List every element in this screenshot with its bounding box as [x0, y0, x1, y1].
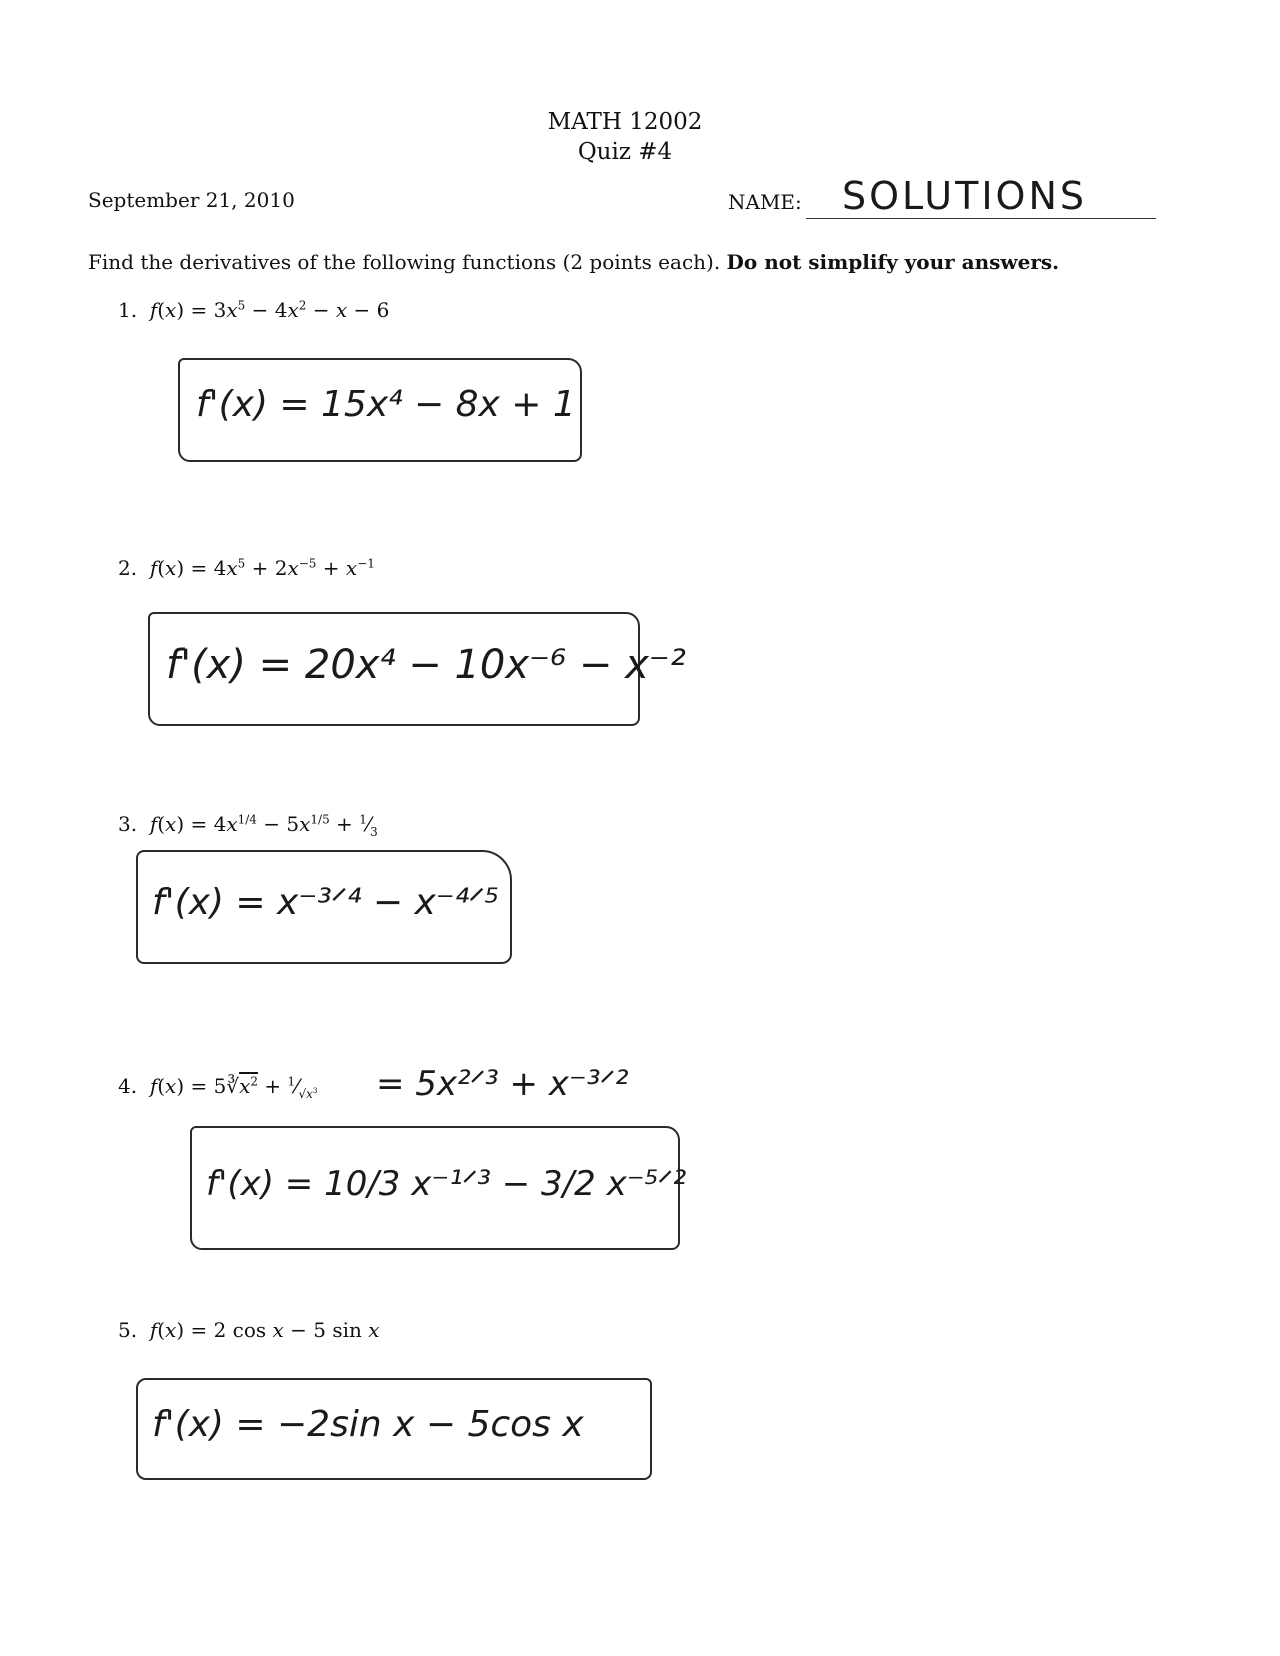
problem-5-prompt: 5. f(x) = 2 cos x − 5 sin x — [118, 1318, 380, 1342]
instructions — [88, 250, 1059, 274]
problem-4-rewrite: = 5x²ᐟ³ + x⁻³ᐟ² — [376, 1064, 629, 1104]
course-title: MATH 12002 — [547, 109, 703, 135]
instructions-text: Find the derivatives of the following functions (2 points each). — [88, 250, 721, 274]
answer-4: f'(x) = 10/3 x⁻¹ᐟ³ − 3/2 x⁻⁵ᐟ² — [206, 1164, 687, 1204]
problem-2-number: 2. — [118, 556, 138, 580]
answer-5: f'(x) = −2sin x − 5cos x — [152, 1404, 584, 1445]
answer-1: f'(x) = 15x⁴ − 8x + 1 — [196, 384, 576, 425]
problem-2-prompt: 2. $f(x) = 4x^5 + 2x^{-5} + x^{-1}$ — [118, 556, 375, 580]
problem-1-number: 1. — [118, 298, 138, 322]
problem-5-number: 5. — [118, 1318, 138, 1342]
quiz-title: Quiz #4 — [577, 139, 673, 165]
name-underline — [806, 218, 1156, 219]
problem-3-prompt: 3. $f(x) = 4x^{1/4} - 5x^{1/5}$ + $^1⁄_3$ — [118, 812, 378, 839]
answer-3: f'(x) = x⁻³ᐟ⁴ − x⁻⁴ᐟ⁵ — [152, 882, 499, 923]
problem-1-prompt: 1. $f(x) = 3x^5 - 4x^2 - x - 6$ — [118, 298, 390, 322]
name-value: SOLUTIONS — [842, 174, 1087, 218]
answer-2: f'(x) = 20x⁴ − 10x⁻⁶ − x⁻² — [166, 642, 686, 688]
problem-4-prompt: 4. $f(x) = 5∛x^2$ + $^1⁄_{√x^3}$ — [118, 1074, 318, 1101]
quiz-date: September 21, 2010 — [88, 188, 295, 212]
name-label: NAME: — [728, 190, 802, 214]
instructions-bold: Do not simplify your answers. — [726, 250, 1060, 274]
problem-3-number: 3. — [118, 812, 138, 836]
problem-4-number: 4. — [118, 1074, 138, 1098]
